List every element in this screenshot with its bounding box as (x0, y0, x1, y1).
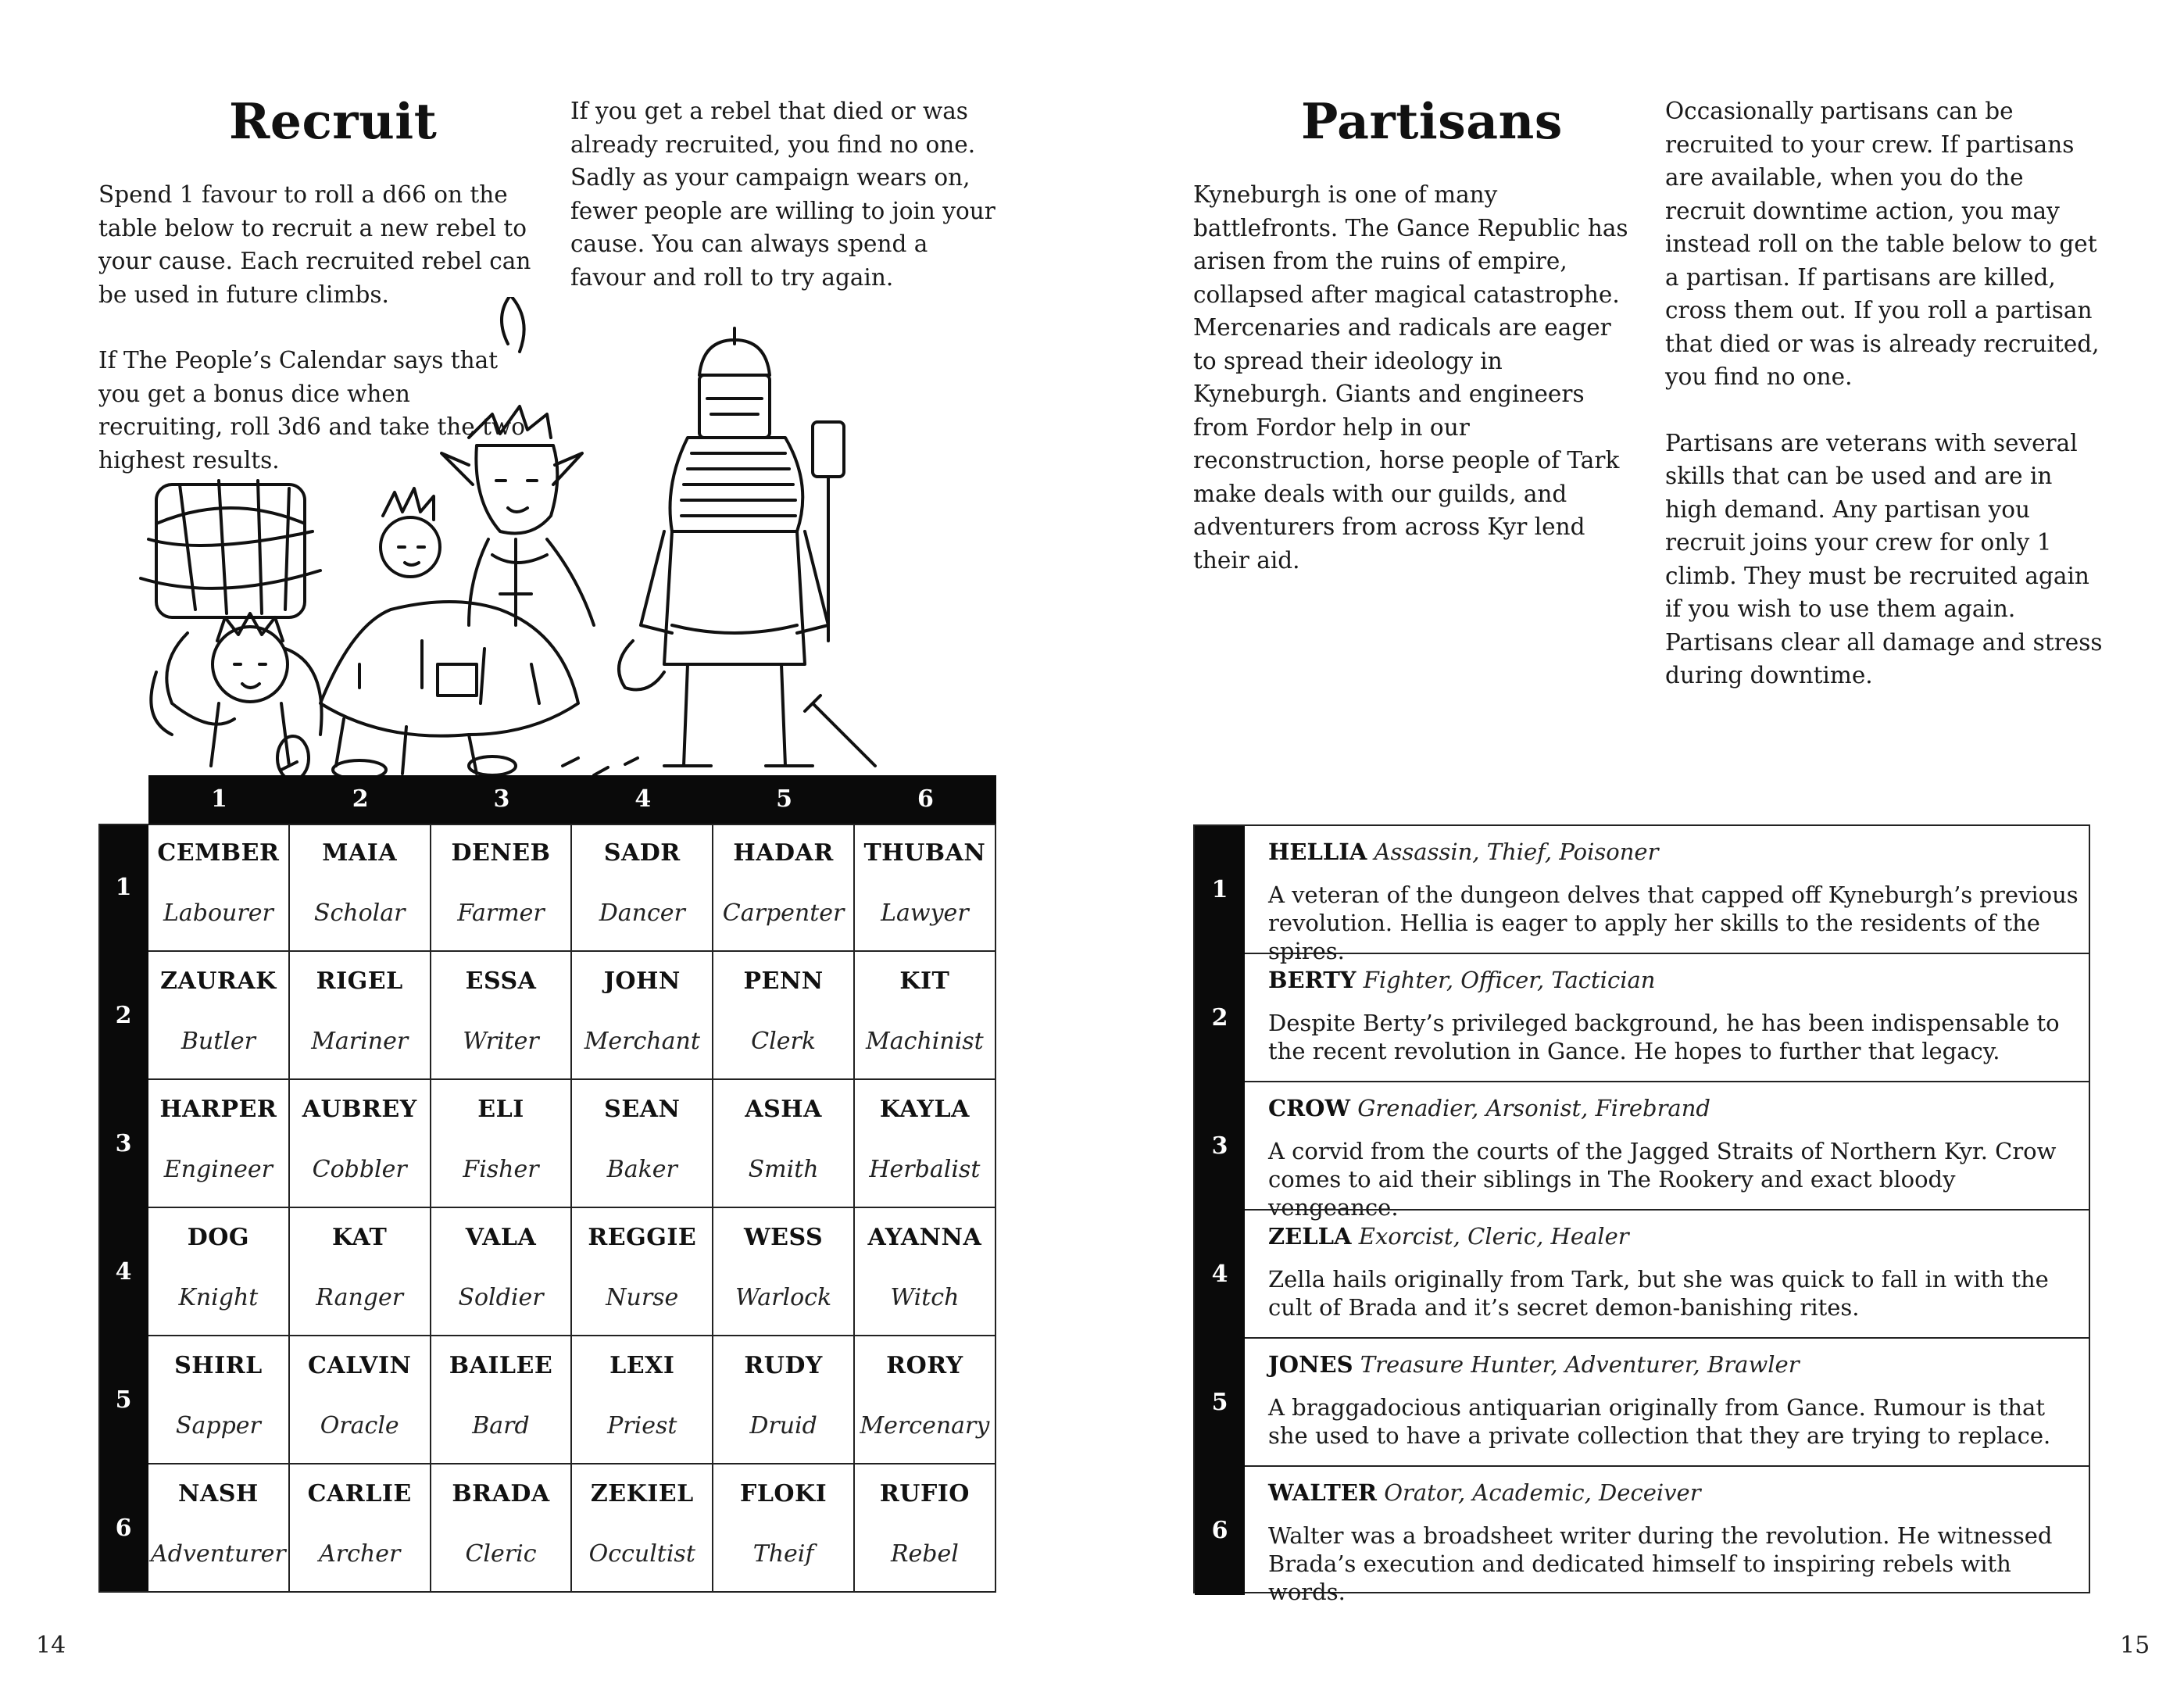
column-header: 5 (776, 785, 793, 813)
rebel-cell (855, 1208, 996, 1336)
rebel-name: VALA (465, 1224, 537, 1251)
rebel-cell (431, 1208, 573, 1336)
rebel-cell (572, 1208, 713, 1336)
rebel-cell (572, 952, 713, 1080)
rebel-name: ELI (477, 1096, 524, 1123)
rebel-name: LEXI (609, 1352, 675, 1379)
column-header: 6 (917, 785, 934, 813)
partisan-heading (1268, 1479, 1701, 1506)
rebel-job: Scholar (313, 899, 406, 927)
rebel-job: Merchant (584, 1028, 700, 1055)
rebel-cell (148, 952, 290, 1080)
rebel-job: Adventurer (151, 1540, 286, 1568)
row-number: 4 (98, 1208, 148, 1336)
rebel-cell (148, 1336, 290, 1464)
rebel-job: Ranger (316, 1284, 404, 1311)
rebel-cell (148, 1464, 290, 1593)
rebel-name: RUFIO (879, 1480, 970, 1507)
rebel-cell (572, 824, 713, 952)
table-row (1195, 954, 2089, 1082)
rebel-name: DOG (187, 1224, 250, 1251)
rebel-cell (290, 824, 431, 952)
partisan-roles: Exorcist, Cleric, Healer (1358, 1223, 1629, 1250)
rebel-name: FLOKI (740, 1480, 827, 1507)
rebel-cell (431, 952, 573, 1080)
partisans-side-note (1665, 95, 2103, 692)
partisans-title: Partisans (1301, 92, 1563, 150)
rebel-name: ZEKIEL (590, 1480, 694, 1507)
table-row (1195, 1467, 2089, 1605)
partisan-heading (1268, 1223, 1629, 1250)
rebel-job: Butler (181, 1028, 256, 1055)
row-number: 5 (98, 1336, 148, 1464)
rebel-name: DENEB (451, 839, 551, 867)
partisan-name: HELLIA (1268, 839, 1367, 865)
table-row (1195, 1339, 2089, 1467)
partisan-description: A veteran of the dungeon delves that capped off Kyneburgh’s previous revolution. Hellia is eager to apply her skills to the residents of the spires. (1268, 882, 2079, 964)
partisan-heading (1268, 1351, 1800, 1378)
rebel-cell (855, 952, 996, 1080)
rebel-job: Occultist (588, 1540, 695, 1568)
partisan-heading (1268, 967, 1655, 993)
partisan-roles: Assassin, Thief, Poisoner (1374, 839, 1659, 865)
recruit-table-grid (98, 824, 996, 1593)
row-number: 2 (1195, 954, 1245, 1082)
rebel-name: SHIRL (174, 1352, 263, 1379)
partisan-roles: Treasure Hunter, Adventurer, Brawler (1360, 1351, 1800, 1378)
rebel-name: ZAURAK (160, 967, 277, 995)
rebel-job: Smith (748, 1156, 819, 1183)
elf-figure (441, 297, 594, 625)
rebel-job: Sapper (175, 1412, 261, 1439)
rebel-job: Engineer (163, 1156, 273, 1183)
rebel-name: PENN (743, 967, 824, 995)
rebel-job: Machinist (866, 1028, 984, 1055)
rebel-cell (148, 1080, 290, 1208)
page-number-left: 14 (36, 1632, 66, 1659)
rebel-cell (855, 1464, 996, 1593)
rebel-name: NASH (178, 1480, 259, 1507)
partisan-description: Zella hails originally from Tark, but she was quick to fall in with the cult of Brada and it’s secret demon-banishing rites. (1268, 1266, 2049, 1321)
rebel-name: AUBREY (302, 1096, 417, 1123)
rebel-name: CEMBER (157, 839, 280, 867)
row-number: 4 (1195, 1211, 1245, 1339)
row-number: 1 (1195, 826, 1245, 954)
rebel-cell (290, 952, 431, 1080)
rebel-job: Farmer (457, 899, 545, 927)
rebel-cell (713, 824, 855, 952)
rebel-cell (855, 824, 996, 952)
rebels-illustration (125, 297, 1016, 781)
partisan-roles: Orator, Academic, Deceiver (1384, 1479, 1701, 1506)
partisans-side-paragraph-1: Occasionally partisans can be recruited to your crew. If partisans are available, when you do the recruit downtime action, you may instead roll on the table below to get a partisan. If partisans are killed, cross them out. If you roll a partisan that died or was is already recruited, you find no one. (1665, 98, 2100, 390)
rebel-cell (713, 952, 855, 1080)
rebel-job: Fisher (463, 1156, 539, 1183)
column-header: 1 (210, 785, 227, 813)
rebel-name: CARLIE (307, 1480, 412, 1507)
rebel-job: Lawyer (881, 899, 969, 927)
rebel-cell (713, 1464, 855, 1593)
rebel-name: KIT (899, 967, 950, 995)
rebel-cell (290, 1208, 431, 1336)
rebel-cell (290, 1080, 431, 1208)
rebel-cell (431, 1464, 573, 1593)
recruit-intro-paragraph-2: If The People’s Calendar says that you get a bonus dice when recruiting, roll 3d6 and take the two highest results. (98, 347, 526, 474)
rebel-cell (855, 1080, 996, 1208)
table-row (98, 1464, 996, 1593)
rebel-cell (290, 1464, 431, 1593)
rebel-job: Oracle (320, 1412, 399, 1439)
row-number: 1 (98, 824, 148, 952)
partisans-side-paragraph-2: Partisans are veterans with several skills that can be used and are in high demand. Any partisan you recruit joins your crew for only 1 climb. They must be recruited again if you wish to use them again. Partisans clear all damage and stress during downtime. (1665, 429, 2103, 688)
rebel-name: KAYLA (879, 1096, 970, 1123)
row-number: 6 (1195, 1467, 1245, 1595)
row-number: 3 (1195, 1082, 1245, 1211)
rebel-name: HADAR (733, 839, 834, 867)
table-row (98, 1336, 996, 1464)
rebel-name: CALVIN (307, 1352, 412, 1379)
column-header: 4 (634, 785, 652, 813)
rebel-job: Mariner (311, 1028, 409, 1055)
rebel-cell (713, 1080, 855, 1208)
partisan-heading (1268, 1095, 1710, 1121)
row-number: 6 (98, 1464, 148, 1593)
row-number: 5 (1195, 1339, 1245, 1467)
rebel-name: RORY (886, 1352, 963, 1379)
rebel-job: Cleric (465, 1540, 537, 1568)
rebel-job: Herbalist (869, 1156, 981, 1183)
partisan-roles: Fighter, Officer, Tactician (1363, 967, 1656, 993)
rebel-cell (572, 1336, 713, 1464)
table-row (1195, 1211, 2089, 1339)
rebel-cell (572, 1464, 713, 1593)
rebel-job: Clerk (751, 1028, 816, 1055)
rebel-name: SADR (603, 839, 681, 867)
rebel-job: Dancer (599, 899, 685, 927)
rebel-cell (713, 1336, 855, 1464)
recruit-intro-paragraph-1: Spend 1 favour to roll a d66 on the table below to recruit a new rebel to your cause. Each recruited rebel can be used in future climbs. (98, 181, 531, 308)
rebel-job: Archer (319, 1540, 401, 1568)
partisan-heading (1268, 839, 1658, 865)
rebel-job: Bard (472, 1412, 530, 1439)
page-number-right: 15 (2120, 1632, 2150, 1659)
rebel-job: Theif (752, 1540, 814, 1568)
column-header: 2 (352, 785, 369, 813)
rebel-name: ESSA (465, 967, 537, 995)
table-row (98, 1080, 996, 1208)
rebel-job: Rebel (890, 1540, 959, 1568)
rebel-job: Knight (178, 1284, 259, 1311)
partisan-name: BERTY (1268, 967, 1357, 993)
rebel-job: Warlock (735, 1284, 832, 1311)
partisan-description: A corvid from the courts of the Jagged Straits of Northern Kyr. Crow comes to aid their siblings in The Rookery and exact bloody vengeance. (1268, 1138, 2057, 1221)
porter-figure (141, 481, 322, 780)
partisans-intro-paragraph: Kyneburgh is one of many battlefronts. The Gance Republic has arisen from the ruins of empire, collapsed after magical catastrophe. Mercenaries and radicals are eager to spread their ideology in Kyneburgh. Giants and engineers from Fordor help in our reconstruction, horse people of Tark make deals with our guilds, and adventurers from across Kyr lend their aid. (1193, 181, 1628, 574)
rebel-name: JOHN (603, 967, 681, 995)
recruit-title: Recruit (229, 92, 438, 150)
partisan-name: WALTER (1268, 1479, 1378, 1506)
rebel-job: Soldier (458, 1284, 544, 1311)
rebel-name: REGGIE (588, 1224, 697, 1251)
partisan-name: JONES (1268, 1351, 1353, 1378)
rebel-name: KAT (332, 1224, 388, 1251)
rebel-name: WESS (743, 1224, 824, 1251)
rebel-job: Labourer (163, 899, 273, 927)
rebel-job: Nurse (606, 1284, 679, 1311)
rebel-name: BRADA (452, 1480, 550, 1507)
partisans-table (1193, 824, 2090, 1605)
rebel-job: Druid (749, 1412, 817, 1439)
row-number: 3 (98, 1080, 148, 1208)
rebel-job: Witch (890, 1284, 960, 1311)
rebel-job: Cobbler (312, 1156, 407, 1183)
partisan-description: Walter was a broadsheet writer during the revolution. He witnessed Brada’s execution and dedicated himself to inspiring rebels with words. (1268, 1522, 2053, 1605)
rebel-name: SEAN (604, 1096, 681, 1123)
rebel-cell (855, 1336, 996, 1464)
rebel-name: BAILEE (449, 1352, 553, 1379)
recruit-side-paragraph: If you get a rebel that died or was already recruited, you find no one. Sadly as your campaign wears on, fewer people are willing to join your cause. You can always spend a favour and roll to try again. (570, 98, 995, 291)
cloaked-pair-figure (320, 488, 578, 779)
rebel-cell (148, 1208, 290, 1336)
rebel-job: Carpenter (722, 899, 845, 927)
partisan-roles: Grenadier, Arsonist, Firebrand (1357, 1095, 1710, 1121)
partisan-description: A braggadocious antiquarian originally from Gance. Rumour is that she used to have a private collection that they are trying to replace. (1268, 1394, 2051, 1449)
row-number: 2 (98, 952, 148, 1080)
partisans-intro (1193, 178, 1631, 577)
rebel-cell (290, 1336, 431, 1464)
column-header: 3 (493, 785, 510, 813)
table-row (98, 1208, 996, 1336)
rebel-cell (431, 1336, 573, 1464)
recruit-side-note (570, 95, 1008, 294)
table-row (1195, 826, 2089, 964)
rebel-cell (572, 1080, 713, 1208)
rebel-cell (148, 824, 290, 952)
rebel-cell (431, 824, 573, 952)
partisan-description: Despite Berty’s privileged background, he has been indispensable to the recent revolution in Gance. He hopes to further that legacy. (1268, 1010, 2060, 1064)
rebel-cell (713, 1208, 855, 1336)
rebel-name: AYANNA (867, 1224, 982, 1251)
rebel-name: RUDY (744, 1352, 823, 1379)
table-row (1195, 1082, 2089, 1221)
table-row (98, 824, 996, 952)
rebel-job: Mercenary (860, 1412, 990, 1439)
partisan-name: ZELLA (1268, 1223, 1352, 1250)
rebel-job: Writer (463, 1028, 539, 1055)
rebel-name: MAIA (322, 839, 398, 867)
rebel-job: Priest (607, 1412, 677, 1439)
rebel-name: HARPER (159, 1096, 277, 1123)
knight-figure (619, 328, 875, 766)
rebel-name: ASHA (745, 1096, 822, 1123)
table-row (98, 952, 996, 1080)
rebel-job: Baker (606, 1156, 677, 1183)
rebel-cell (431, 1080, 573, 1208)
rebel-name: RIGEL (316, 967, 403, 995)
rebel-name: THUBAN (863, 839, 986, 867)
recruit-table-column-headers (148, 775, 996, 824)
partisan-name: CROW (1268, 1095, 1351, 1121)
